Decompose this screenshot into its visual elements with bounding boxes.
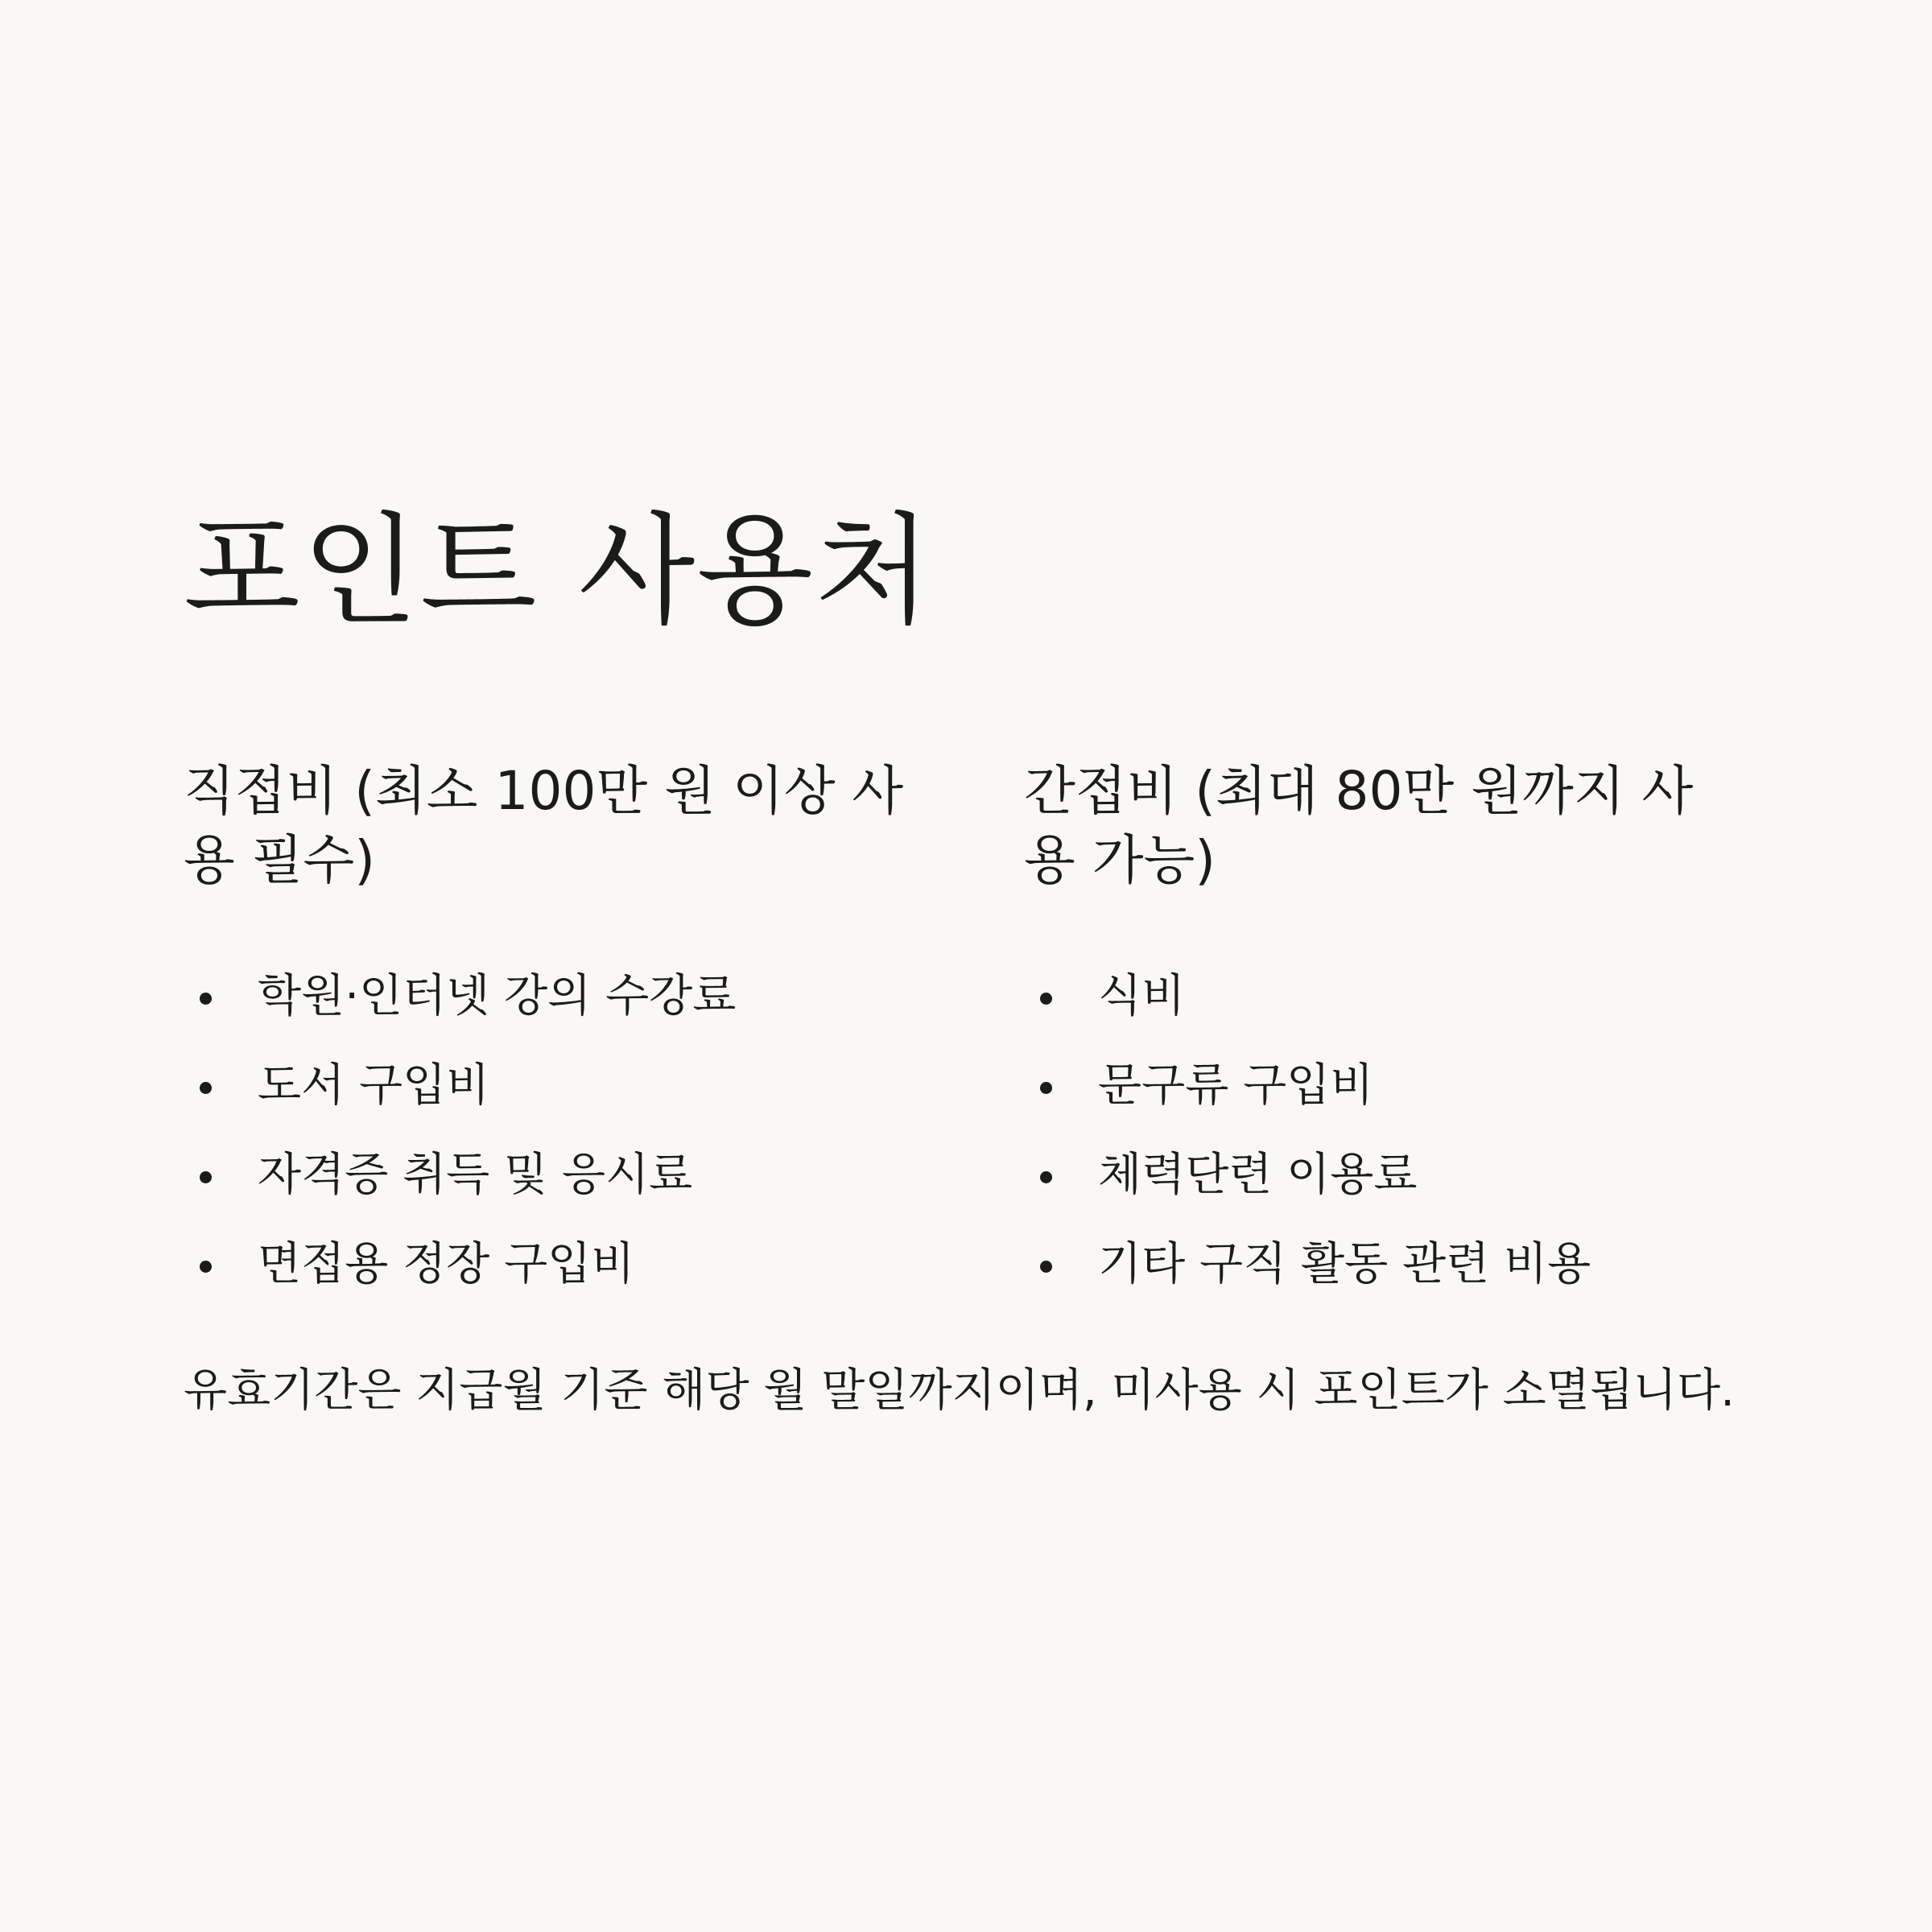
page-title: 포인트 사용처 (184, 502, 934, 642)
indirect-cost-heading: 간접비 (최대 80만 원까지 사 용 가능) (1024, 760, 1694, 891)
bullet-icon (1040, 993, 1052, 1005)
list-item-label: 기타 구직 활동 관련 비용 (1098, 1237, 1591, 1290)
bullet-icon (200, 1082, 212, 1094)
list-item-label: 면접용 정장 구입비 (258, 1237, 635, 1290)
list-item-label: 식비 (1098, 969, 1186, 1022)
list-item (184, 952, 908, 1041)
list-item-label: 문구류 구입비 (1098, 1059, 1374, 1112)
bullet-icon (200, 1171, 212, 1183)
bullet-icon (200, 993, 212, 1005)
indirect-cost-section (1024, 757, 1748, 1309)
bullet-icon (200, 1261, 212, 1273)
list-item-label: 자격증 취득 및 응시료 (258, 1148, 693, 1201)
list-item (1024, 952, 1748, 1041)
list-item-label: 학원·인터넷 강의 수강료 (258, 969, 737, 1022)
list-item-label: 체력단련 이용료 (1098, 1148, 1418, 1201)
list-item (184, 1041, 908, 1130)
bullet-icon (1040, 1082, 1052, 1094)
validity-footnote: 유효기간은 지급월 기준 해당 월 말일까지이며, 미사용 시 포인트가 소멸됩니다. (184, 1364, 1735, 1417)
direct-cost-section (184, 757, 908, 1309)
direct-cost-heading: 직접비 (최소 100만 원 이상 사 용 필수) (184, 760, 904, 891)
list-item (184, 1130, 908, 1220)
indirect-cost-list (1024, 952, 1748, 1309)
list-item (1024, 1220, 1748, 1309)
direct-cost-list (184, 952, 908, 1309)
bullet-icon (1040, 1171, 1052, 1183)
bullet-icon (1040, 1261, 1052, 1273)
list-item (1024, 1130, 1748, 1220)
list-item-label: 도서 구입비 (258, 1059, 490, 1112)
list-item (184, 1220, 908, 1309)
list-item (1024, 1041, 1748, 1130)
